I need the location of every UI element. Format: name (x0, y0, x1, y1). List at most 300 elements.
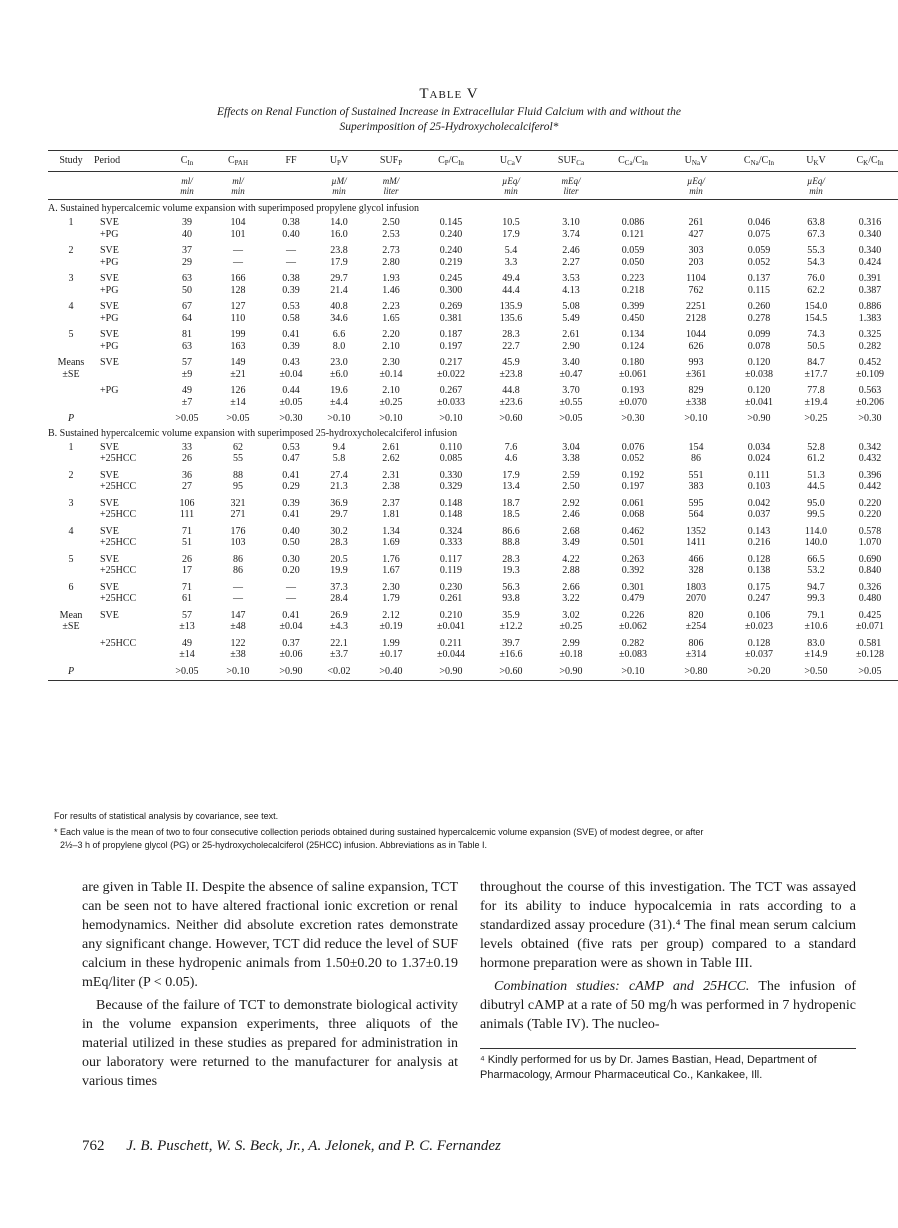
value-cell: 0.121 (621, 228, 645, 240)
unit-cell: µEq/ (807, 176, 825, 186)
column-header: $U_{Na}V$ (664, 151, 728, 172)
value-cell: 0.38 (282, 273, 300, 284)
value-cell: 44.5 (807, 481, 825, 492)
value-cell: 0.399 (621, 301, 645, 312)
value-cell: 86 (691, 453, 701, 464)
value-cell: ±0.061 (619, 368, 647, 380)
value-cell: 0.085 (439, 453, 463, 464)
value-cell: 0.39 (282, 497, 300, 509)
page-number: 762 (82, 1138, 105, 1154)
unit-cell: mEq/ (561, 176, 581, 186)
value-cell: 1104 (686, 273, 706, 284)
value-cell: ±0.071 (856, 621, 884, 632)
value-cell: 2.10 (382, 385, 400, 396)
value-cell: 271 (230, 509, 246, 520)
period-cell: +25HCC (100, 565, 137, 576)
value-cell: >0.10 (327, 413, 351, 424)
value-cell: 1.383 (858, 312, 882, 324)
table-subtitle-line1: Effects on Renal Function of Sustained Increase in Extracellular Fluid Calcium with and without the (217, 106, 681, 118)
value-cell: 0.325 (858, 329, 882, 340)
value-cell: 0.245 (439, 273, 463, 284)
value-cell: 122 (230, 637, 246, 649)
unit-cell: min (210, 186, 266, 200)
data-table (48, 150, 898, 681)
study-cell: P (67, 413, 75, 424)
table-row (48, 537, 898, 549)
value-cell: 51 (182, 537, 192, 548)
value-cell: >0.90 (439, 665, 463, 677)
column-header: $SUF_P$ (362, 151, 420, 172)
value-cell: — (233, 256, 243, 268)
value-cell: 33 (182, 441, 192, 453)
value-cell: 79.1 (807, 609, 825, 621)
value-cell: 0.124 (621, 340, 645, 352)
value-cell: 40 (182, 228, 192, 240)
value-cell: 95.0 (807, 497, 825, 509)
value-cell: 0.217 (439, 357, 463, 368)
value-cell: 50 (182, 284, 192, 296)
value-cell: 2.66 (562, 581, 580, 593)
value-cell: 50.5 (807, 340, 825, 352)
value-cell: — (233, 581, 243, 593)
value-cell: 466 (688, 553, 704, 565)
value-cell: 1.34 (382, 525, 400, 537)
study-cell (48, 385, 94, 397)
value-cell: 0.329 (439, 481, 463, 492)
value-cell: 0.220 (858, 509, 882, 520)
value-cell: 83.0 (807, 637, 825, 649)
value-cell: 40.8 (330, 301, 348, 312)
value-cell: 9.4 (332, 441, 346, 453)
value-cell: 383 (688, 481, 704, 492)
unit-cell: min (164, 186, 210, 200)
study-cell: 3 (68, 273, 74, 284)
period-cell: SVE (100, 609, 119, 621)
value-cell: 0.40 (282, 525, 300, 537)
study-cell: 1 (68, 441, 74, 453)
value-cell: 1.69 (382, 537, 400, 548)
value-cell: 39.7 (502, 637, 520, 649)
value-cell: 0.41 (282, 509, 300, 520)
table-row (48, 453, 898, 465)
value-cell: ±0.038 (745, 368, 773, 380)
value-cell: 86 (233, 565, 243, 576)
value-cell: 0.220 (858, 497, 882, 509)
value-cell: 44.8 (502, 385, 520, 396)
value-cell: 0.301 (621, 581, 645, 593)
value-cell: 0.340 (858, 245, 882, 256)
value-cell: 0.480 (858, 593, 882, 604)
value-cell: >0.10 (226, 665, 250, 677)
study-cell (48, 593, 94, 605)
study-cell (48, 397, 94, 409)
value-cell: 45.9 (502, 357, 520, 368)
value-cell: 0.342 (858, 441, 882, 453)
value-cell: 2.12 (382, 609, 400, 621)
paragraph: are given in Table II. Despite the absence of saline expansion, TCT can be seen not to have altered fractional ionic excretion or renal hemodynamics. Neither did absolute excretion rates demonstrate any significant change. However, TCT did reduce the level of SUF calcium in these hydropenic animals from 1.50±0.20 to 1.37±0.19 mEq/liter (P < 0.05). (82, 880, 458, 990)
unit-cell: min (316, 186, 362, 200)
value-cell: 62.2 (807, 284, 825, 296)
value-cell: 0.075 (747, 228, 771, 240)
value-cell: ±0.19 (379, 621, 403, 632)
value-cell: 0.330 (439, 469, 463, 481)
study-cell (48, 313, 94, 325)
value-cell: 3.38 (562, 453, 580, 464)
value-cell: 0.41 (282, 609, 300, 621)
value-cell: ±0.044 (437, 649, 465, 660)
value-cell: 0.145 (439, 217, 463, 228)
value-cell: 26.9 (330, 609, 348, 621)
value-cell: 2.10 (382, 340, 400, 352)
value-cell: 28.4 (330, 593, 348, 604)
value-cell: ±0.022 (437, 368, 465, 380)
value-cell: 0.046 (747, 217, 771, 228)
table-row (48, 666, 898, 678)
value-cell: 0.218 (621, 284, 645, 296)
value-cell: ±7 (181, 396, 193, 408)
value-cell: 106 (179, 497, 195, 509)
table-row (48, 509, 898, 521)
value-cell: 0.396 (858, 469, 882, 481)
value-cell: 0.103 (747, 481, 771, 492)
value-cell: 1.070 (858, 537, 882, 548)
value-cell: 0.432 (858, 453, 882, 464)
value-cell: 0.197 (621, 481, 645, 492)
value-cell: 3.10 (562, 217, 580, 228)
value-cell: 7.6 (504, 441, 518, 453)
table-row (48, 313, 898, 325)
value-cell: >0.05 (559, 413, 583, 424)
table-row (48, 245, 898, 257)
study-cell (48, 509, 94, 521)
value-cell: 0.886 (858, 301, 882, 312)
table-caption (0, 86, 898, 135)
unit-cell (602, 186, 664, 200)
unit-cell: µM/ (331, 176, 347, 186)
value-cell: 52.8 (807, 441, 825, 453)
table-row (48, 610, 898, 622)
study-cell (48, 638, 94, 650)
unit-cell (420, 186, 482, 200)
value-cell: 0.840 (858, 565, 882, 576)
value-cell: ±13 (179, 621, 195, 632)
value-cell: ±0.14 (379, 368, 403, 380)
value-cell: 0.50 (282, 537, 300, 548)
table-footnote-asterisk-cont: 2½–3 h of propylene glycol (PG) or 25-hydroxycholecalciferol (25HCC) infusion. Abbreviations as in Table I. (60, 840, 488, 850)
value-cell: 135.6 (499, 312, 523, 324)
value-cell: 19.9 (330, 565, 348, 576)
body-column-left (82, 878, 458, 1095)
value-cell: 28.3 (502, 329, 520, 340)
value-cell: 77.8 (807, 385, 825, 396)
page-footnote: ⁴ Kindly performed for us by Dr. James Bastian, Head, Department of Pharmacology, Armour Pharmaceutical Co., Kankakee, Ill. (480, 1048, 856, 1083)
value-cell: — (286, 581, 296, 593)
period-cell: +25HCC (100, 453, 137, 464)
value-cell: 2.61 (382, 441, 400, 453)
value-cell: 0.197 (439, 340, 463, 352)
value-cell: 99.3 (807, 593, 825, 604)
study-cell: 5 (68, 553, 74, 565)
value-cell: 23.0 (330, 357, 348, 368)
value-cell: 595 (688, 497, 704, 509)
study-cell (48, 341, 94, 353)
value-cell: 140.0 (804, 537, 828, 548)
value-cell: 0.333 (439, 537, 463, 548)
authors: J. B. Puschett, W. S. Beck, Jr., A. Jelonek, and P. C. Fernandez (126, 1138, 501, 1154)
value-cell: ±14 (230, 396, 246, 408)
value-cell: 21.4 (330, 284, 348, 296)
value-cell: 261 (688, 217, 704, 228)
value-cell: 149 (230, 357, 246, 368)
value-cell: 0.148 (439, 497, 463, 509)
value-cell: 3.22 (562, 593, 580, 604)
value-cell: 1352 (686, 525, 706, 537)
value-cell: ±16.6 (499, 649, 523, 660)
value-cell: 806 (688, 637, 704, 649)
period-cell: SVE (100, 357, 119, 368)
value-cell: 62 (233, 441, 243, 453)
value-cell: 2.30 (382, 357, 400, 368)
value-cell: 55 (233, 453, 243, 464)
value-cell: 0.340 (858, 228, 882, 240)
value-cell: >0.50 (804, 665, 828, 677)
value-cell: 0.061 (621, 497, 645, 509)
value-cell: 0.120 (747, 385, 771, 396)
value-cell: ±0.17 (379, 649, 403, 660)
value-cell: 37 (182, 245, 192, 256)
subsection-heading: Combination studies: cAMP and 25HCC. (494, 979, 750, 994)
value-cell: 2.30 (382, 581, 400, 593)
value-cell: 2.31 (382, 469, 400, 481)
value-cell: ±0.070 (619, 396, 647, 408)
value-cell: 0.117 (439, 553, 463, 565)
table-row (48, 397, 898, 409)
table-footnote-asterisk: * Each value is the mean of two to four consecutive collection periods obtained during sustained hypercalcemic volume expansion (SVE) of modest degree, or after (54, 827, 704, 837)
value-cell: 0.39 (282, 284, 300, 296)
value-cell: >0.90 (279, 665, 303, 677)
value-cell: 0.050 (621, 256, 645, 268)
column-header: Study (48, 151, 94, 172)
value-cell: 0.068 (621, 509, 645, 520)
value-cell: ±0.041 (745, 396, 773, 408)
unit-cell: liter (540, 186, 602, 200)
value-cell: 0.267 (439, 385, 463, 396)
value-cell: 2.50 (382, 217, 400, 228)
value-cell: 0.052 (747, 256, 771, 268)
value-cell: 56.3 (502, 581, 520, 593)
value-cell: ±10.6 (804, 621, 828, 632)
value-cell: ±38 (230, 649, 246, 660)
period-cell: SVE (100, 273, 119, 284)
value-cell: 0.059 (621, 245, 645, 256)
value-cell: 0.450 (621, 312, 645, 324)
value-cell: 0.300 (439, 284, 463, 296)
value-cell: 0.120 (747, 357, 771, 368)
value-cell: 3.53 (562, 273, 580, 284)
value-cell: 3.40 (562, 357, 580, 368)
value-cell: 2.38 (382, 481, 400, 492)
value-cell: 19.6 (330, 385, 348, 396)
value-cell: 0.078 (747, 340, 771, 352)
value-cell: 0.052 (621, 453, 645, 464)
table-row (48, 638, 898, 650)
unit-cell (266, 186, 316, 200)
table-row (48, 285, 898, 297)
value-cell: >0.05 (226, 413, 250, 424)
value-cell: 49.4 (502, 273, 520, 284)
table-row (48, 329, 898, 341)
value-cell: 762 (688, 284, 704, 296)
value-cell: 4.6 (504, 453, 518, 464)
value-cell: 99.5 (807, 509, 825, 520)
value-cell: 55.3 (807, 245, 825, 256)
value-cell: 51.3 (807, 469, 825, 481)
value-cell: ±0.18 (559, 649, 583, 660)
value-cell: 154.0 (804, 301, 828, 312)
value-cell: 111 (179, 509, 195, 520)
study-cell (48, 481, 94, 493)
value-cell: >0.90 (747, 413, 771, 424)
value-cell: 154.5 (804, 312, 828, 324)
value-cell: 0.247 (747, 593, 771, 604)
period-cell (94, 369, 164, 381)
value-cell: 626 (688, 340, 704, 352)
value-cell: ±0.109 (856, 368, 884, 380)
value-cell: 2.59 (562, 469, 580, 481)
value-cell: ±23.8 (499, 368, 523, 380)
value-cell: 0.278 (747, 312, 771, 324)
value-cell: 551 (688, 469, 704, 481)
value-cell: 0.119 (439, 565, 463, 576)
value-cell: >0.05 (858, 665, 882, 677)
period-cell (94, 397, 164, 409)
period-cell (94, 666, 164, 678)
value-cell: 1.76 (382, 553, 400, 565)
value-cell: 3.04 (562, 441, 580, 453)
value-cell: 0.20 (282, 565, 300, 576)
value-cell: 0.690 (858, 553, 882, 565)
value-cell: 0.578 (858, 525, 882, 537)
table-row (48, 357, 898, 369)
value-cell: 17.9 (502, 228, 520, 240)
value-cell: 36 (182, 469, 192, 481)
table-row (48, 470, 898, 482)
value-cell: ±0.47 (559, 368, 583, 380)
study-cell: 3 (68, 497, 74, 509)
table-subtitle-line2: Superimposition of 25-Hydroxycholecalciferol* (339, 121, 559, 133)
value-cell: >0.60 (499, 413, 523, 424)
value-cell: 2.68 (562, 525, 580, 537)
value-cell: ±0.206 (856, 396, 884, 408)
table-row (48, 554, 898, 566)
value-cell: 8.0 (332, 340, 346, 352)
value-cell: 84.7 (807, 357, 825, 368)
table-row (48, 385, 898, 397)
value-cell: 2.23 (382, 301, 400, 312)
value-cell: ±0.083 (619, 649, 647, 660)
value-cell: 63 (182, 273, 192, 284)
value-cell: 0.581 (858, 637, 882, 649)
value-cell: >0.05 (175, 413, 199, 424)
value-cell: 0.425 (858, 609, 882, 621)
value-cell: 564 (688, 509, 704, 520)
unit-cell (420, 172, 482, 187)
value-cell: 5.8 (332, 453, 346, 464)
table-title: Table V (419, 86, 479, 102)
value-cell: 0.175 (747, 581, 771, 593)
value-cell: ±14 (179, 649, 195, 660)
unit-cell (602, 172, 664, 187)
value-cell: 4.13 (562, 284, 580, 296)
value-cell: 0.059 (747, 245, 771, 256)
value-cell: ±3.7 (330, 649, 348, 660)
value-cell: ±0.128 (856, 649, 884, 660)
value-cell: 0.024 (747, 453, 771, 464)
value-cell: 0.115 (747, 284, 771, 296)
value-cell: >0.25 (804, 413, 828, 424)
column-header: Period (94, 151, 164, 172)
unit-cell: min (664, 186, 728, 200)
period-cell: SVE (100, 581, 119, 593)
value-cell: 0.134 (621, 329, 645, 340)
value-cell: >0.80 (684, 665, 708, 677)
table-row (48, 621, 898, 633)
value-cell: 0.479 (621, 593, 645, 604)
value-cell: 101 (230, 228, 246, 240)
value-cell: ±254 (685, 621, 707, 632)
value-cell: 44.4 (502, 284, 520, 296)
value-cell: 26 (182, 553, 192, 565)
value-cell: ±0.023 (745, 621, 773, 632)
value-cell: 0.261 (439, 593, 463, 604)
column-header: $C_{In}$ (164, 151, 210, 172)
value-cell: 61 (182, 593, 192, 604)
value-cell: 1.67 (382, 565, 400, 576)
section-row (48, 200, 898, 218)
unit-cell (842, 172, 898, 187)
value-cell: ±0.037 (745, 649, 773, 660)
value-cell: 820 (688, 609, 704, 621)
value-cell: 0.111 (748, 469, 770, 481)
value-cell: 81 (182, 329, 192, 340)
period-cell: SVE (100, 469, 119, 481)
unit-cell (728, 172, 790, 187)
value-cell: 88.8 (502, 537, 520, 548)
value-cell: 1.79 (382, 593, 400, 604)
value-cell: 0.462 (621, 525, 645, 537)
value-cell: 27.4 (330, 469, 348, 481)
value-cell: 0.47 (282, 453, 300, 464)
value-cell: 0.387 (858, 284, 882, 296)
value-cell: — (286, 245, 296, 256)
value-cell: 0.210 (439, 609, 463, 621)
value-cell: 0.282 (621, 637, 645, 649)
value-cell: 0.53 (282, 441, 300, 453)
period-cell: +PG (100, 256, 119, 268)
value-cell: 2.61 (562, 329, 580, 340)
value-cell: 67 (182, 301, 192, 312)
value-cell: 67.3 (807, 228, 825, 240)
value-cell: ±338 (685, 396, 707, 408)
value-cell: 0.180 (621, 357, 645, 368)
value-cell: 28.3 (502, 553, 520, 565)
value-cell: ±17.7 (804, 368, 828, 380)
value-cell: — (286, 593, 296, 604)
value-cell: >0.05 (175, 665, 199, 677)
value-cell: ±0.062 (619, 621, 647, 632)
value-cell: 0.260 (747, 301, 771, 312)
value-cell: >0.90 (559, 665, 583, 677)
